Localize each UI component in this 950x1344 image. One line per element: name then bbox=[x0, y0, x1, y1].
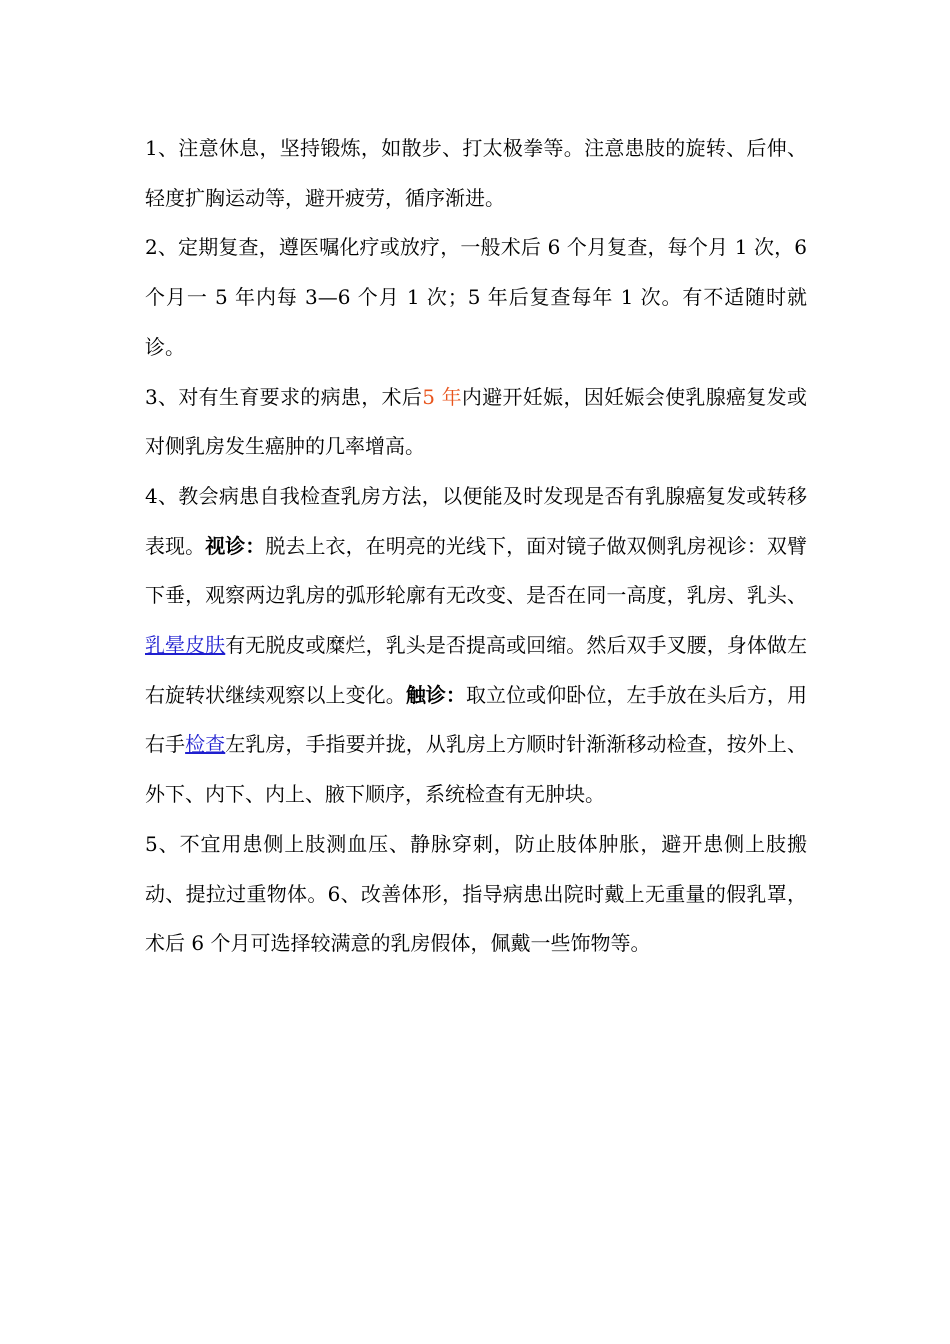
paragraph-3 bbox=[145, 373, 807, 472]
paragraph-3-text-before: 3、对有生育要求的病患，术后 bbox=[145, 384, 423, 409]
paragraph-4-intro: 4、教会病患自我检查乳房方法，以便能及时发现是否有乳腺癌复发或转移表现。 bbox=[145, 483, 807, 558]
document-body bbox=[145, 124, 807, 969]
areola-skin-link[interactable]: 乳晕皮肤 bbox=[145, 633, 226, 658]
paragraph-2 bbox=[145, 223, 807, 372]
palpation-heading: 触诊： bbox=[405, 682, 466, 707]
paragraph-5-text: 5、不宜用患侧上肢测血压、静脉穿刺，防止肢体肿胀，避开患侧上肢搬动、提拉过重物体。6、改善体形，指导病患出院时戴上无重量的假乳罩，术后 6 个月可选择较满意的乳房假体，佩戴一些饰物等。 bbox=[145, 831, 807, 956]
paragraph-1 bbox=[145, 124, 807, 223]
paragraph-5 bbox=[145, 820, 807, 969]
palpation-text-cont: 左乳房，手指要并拢，从乳房上方顺时针渐渐移动检查，按外上、外下、内下、内上、腋下顺序，系统检查有无肿块。 bbox=[145, 732, 807, 807]
highlight-five-years: 5 年 bbox=[422, 384, 462, 409]
paragraph-1-text: 1、注意休息，坚持锻炼，如散步、打太极拳等。注意患肢的旋转、后伸、轻度扩胸运动等，避开疲劳，循序渐进。 bbox=[145, 136, 807, 210]
palpation-text: 取立位或仰卧位，左手放在头后方，用右手 bbox=[145, 682, 807, 757]
visual-exam-text-cont: 有无脱皮或糜烂，乳头是否提高或回缩。然后双手叉腰，身体做左右旋转状继续观察以上变化。 bbox=[145, 633, 807, 707]
paragraph-4 bbox=[145, 472, 807, 820]
paragraph-2-text: 2、定期复查，遵医嘱化疗或放疗，一般术后 6 个月复查，每个月 1 次，6 个月一 5 年内每 3—6 个月 1 次；5 年后复查每年 1 次。有不适随时就诊。 bbox=[145, 235, 807, 359]
visual-exam-text: 脱去上衣，在明亮的光线下，面对镜子做双侧乳房视诊：双臂下垂，观察两边乳房的弧形轮廓有无改变、是否在同一高度，乳房、乳头、 bbox=[145, 533, 807, 608]
paragraph-3-text-after: 内避开妊娠，因妊娠会使乳腺癌复发或对侧乳房发生癌肿的几率增高。 bbox=[145, 384, 807, 459]
examination-link[interactable]: 检查 bbox=[185, 732, 226, 757]
visual-exam-heading: 视诊： bbox=[205, 533, 266, 558]
